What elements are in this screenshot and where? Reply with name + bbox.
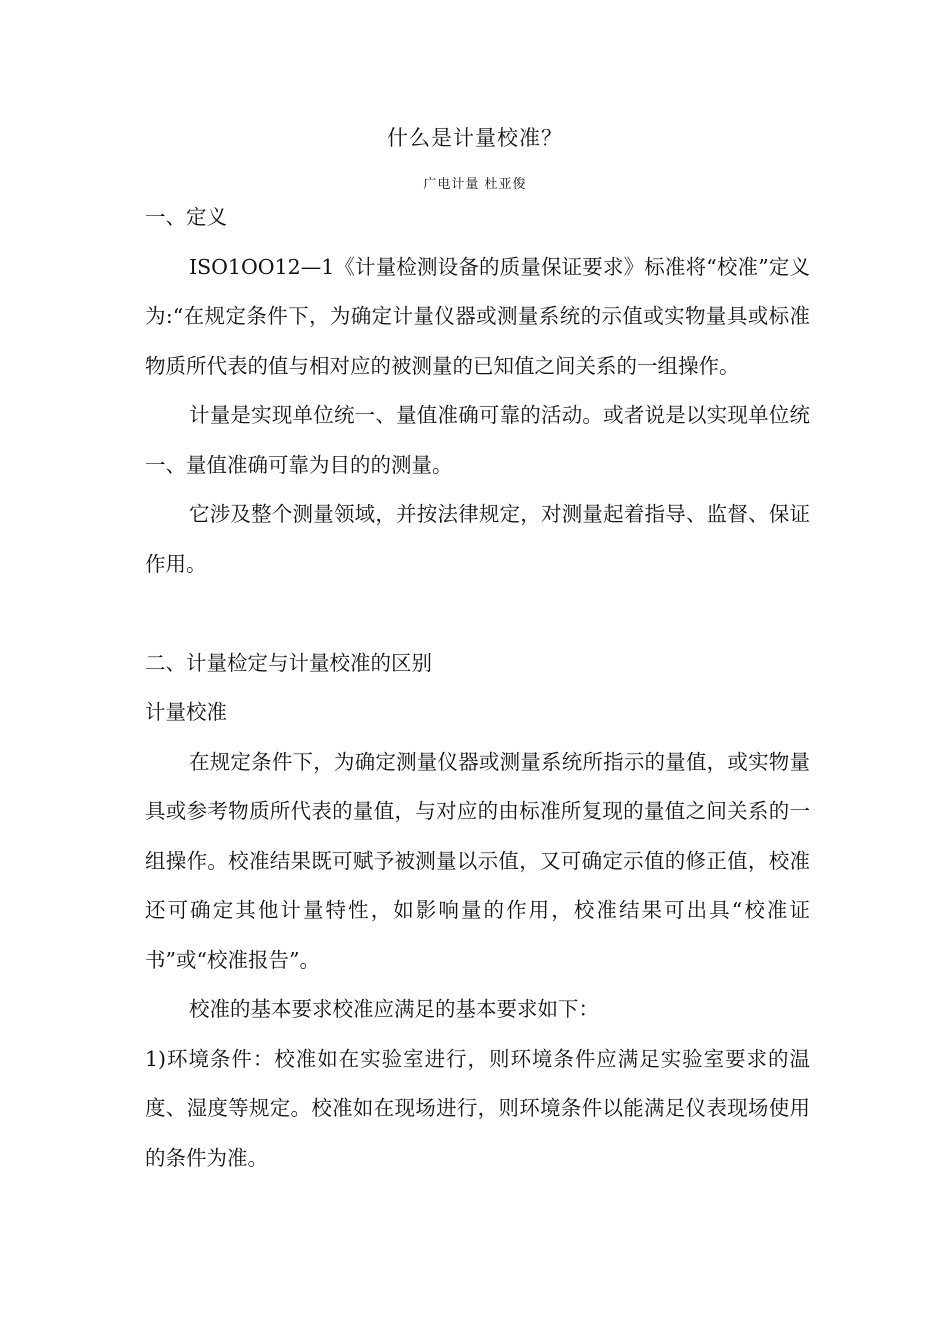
section-2-heading: 二、计量检定与计量校准的区别 — [145, 650, 432, 675]
section-2-paragraph-1: 在规定条件下，为确定测量仪器或测量系统所指示的量值，或实物量具或参考物质所代表的量值，与对应的由标准所复现的量值之间关系的一组操作。校准结果既可赋予被测量以示值，又可确定示值的修正值，校准还可确定其他计量特性，如影响量的作用，校准结果可出具“校准证书”或“校准报告”。 — [145, 749, 810, 972]
section-1-paragraph-2: 计量是实现单位统一、量值准确可靠的活动。或者说是以实现单位统一、量值准确可靠为目的的测量。 — [145, 403, 810, 477]
section-2-subheading: 计量校准 — [145, 700, 227, 724]
section-1-paragraph-1: ISO1OO12—1《计量检测设备的质量保证要求》标准将“校准”定义为:“在规定条件下，为确定计量仪器或测量系统的示值或实物量具或标准物质所代表的值与相对应的被测量的已知值之间关系的一组操作。 — [145, 254, 810, 378]
section-spacer — [145, 589, 810, 639]
section-1-paragraph-3: 它涉及整个测量领域，并按法律规定，对测量起着指导、监督、保证作用。 — [145, 502, 810, 576]
author-byline: 广电计量 杜亚俊 — [423, 177, 527, 192]
section-1-heading: 一、定义 — [145, 205, 227, 229]
section-2-paragraph-2: 校准的基本要求校准应满足的基本要求如下： — [189, 997, 599, 1021]
document-body — [145, 193, 810, 1183]
requirement-item-1: 1)环境条件：校准如在实验室进行，则环境条件应满足实验室要求的温度、湿度等规定。校准如在现场进行，则环境条件以能满足仪表现场使用的条件为准。 — [145, 1046, 810, 1170]
document-title: 什么是计量校准？ — [387, 126, 563, 150]
